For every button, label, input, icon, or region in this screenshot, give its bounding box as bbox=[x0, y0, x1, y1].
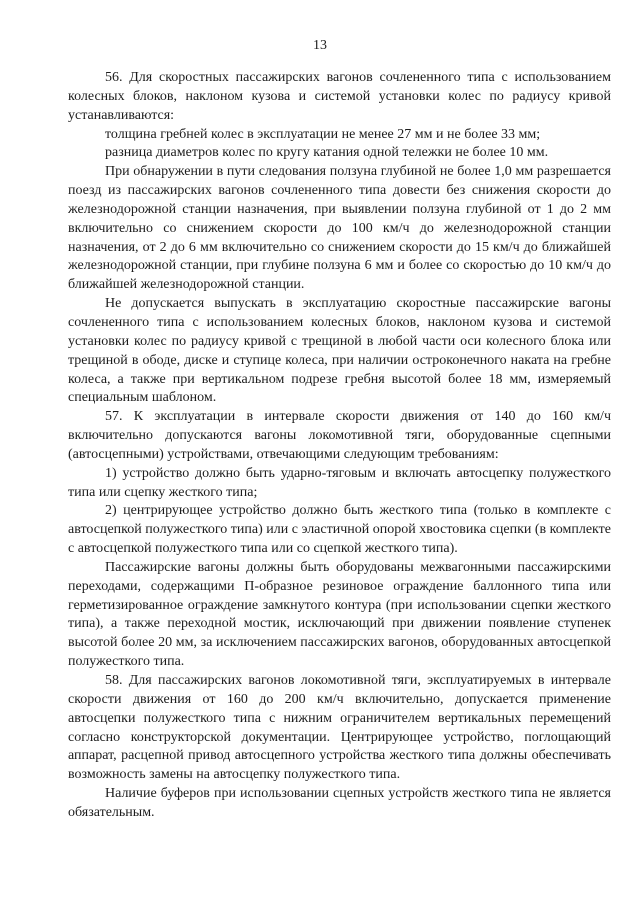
paragraph-slider-depth: При обнаружении в пути следования ползуна глубиной не более 1,0 мм разрешается поезд из пассажирских вагонов сочлененного типа довести без снижения скорости до железнодорожной станции назначения, при выявлении ползуна глубиной от 1 до 2 мм включительно со снижением скорости до 100 км/ч до железнодорожной станции назначения, от 2 до 6 мм включительно со снижением скорости до 15 км/ч до ближайшей железнодорожной станции, при глубине ползуна 6 мм и более со скоростью до 10 км/ч до ближайшей железнодорожной станции. bbox=[68, 164, 611, 293]
page-number: 13 bbox=[313, 38, 327, 53]
document-body bbox=[68, 69, 611, 823]
paragraph-flange-thickness: толщина гребней колес в эксплуатации не менее 27 мм и не более 33 мм; bbox=[105, 126, 541, 142]
paragraph-57-intro: 57. К эксплуатации в интервале скорости движения от 140 до 160 км/ч включительно допускаются вагоны локомотивной тяги, оборудованные сцепными (автосцепными) устройствами, отвечающими следующим требованиям: bbox=[68, 409, 611, 462]
paragraph-buffers: Наличие буферов при использовании сцепных устройств жесткого типа не является обязательным. bbox=[68, 786, 611, 820]
paragraph-prohibited-defects: Не допускается выпускать в эксплуатацию скоростные пассажирские вагоны сочлененного типа с использованием колесных блоков, наклоном кузова и системой установки колес по радиусу кривой с трещиной в любой части оси колесного блока или трещиной в ободе, диске и ступице колеса, при наличии остроконечного наката на гребне колеса, а также при вертикальном подрезе гребня высотой более 18 мм, измеряемый специальным шаблоном. bbox=[68, 296, 611, 406]
paragraph-58: 58. Для пассажирских вагонов локомотивной тяги, эксплуатируемых в интервале скорости движения от 160 до 200 км/ч включительно, допускается применение автосцепки полужесткого типа с нижним ограничителем вертикальных перемещений согласно конструкторской документации. Центрирующее устройство, поглощающий аппарат, расцепной привод автосцепного устройства жесткого типа должны обеспечивать возможность замены на автосцепку полужесткого типа. bbox=[68, 673, 611, 783]
paragraph-diameter-difference: разница диаметров колес по кругу катания одной тележки не более 10 мм. bbox=[105, 145, 549, 161]
paragraph-gangways: Пассажирские вагоны должны быть оборудованы межвагонными пассажирскими переходами, содержащими П-образное резиновое ограждение баллонного типа или герметизированное ограждение замкнутого контура (при использовании сцепки жесткого типа), а также переходной мостик, исключающий при движении появление ступенек высотой более 20 мм, за исключением пассажирских вагонов, оборудованных автосцепкой полужесткого типа. bbox=[68, 559, 611, 670]
paragraph-57-item-2: 2) центрирующее устройство должно быть жесткого типа (только в комплекте с автосцепкой полужесткого типа) или с эластичной опорой хвостовика сцепки (в комплекте с автосцепкой полужесткого типа или со сцепкой жесткого типа). bbox=[68, 503, 611, 557]
paragraph-57-item-1: 1) устройство должно быть ударно-тяговым и включать автосцепку полужесткого типа или сцепку жесткого типа; bbox=[68, 465, 611, 500]
paragraph-56-intro: 56. Для скоростных пассажирских вагонов сочлененного типа с использованием колесных блоков, наклоном кузова и системой установки колес по радиусу кривой устанавливаются: bbox=[68, 70, 611, 123]
